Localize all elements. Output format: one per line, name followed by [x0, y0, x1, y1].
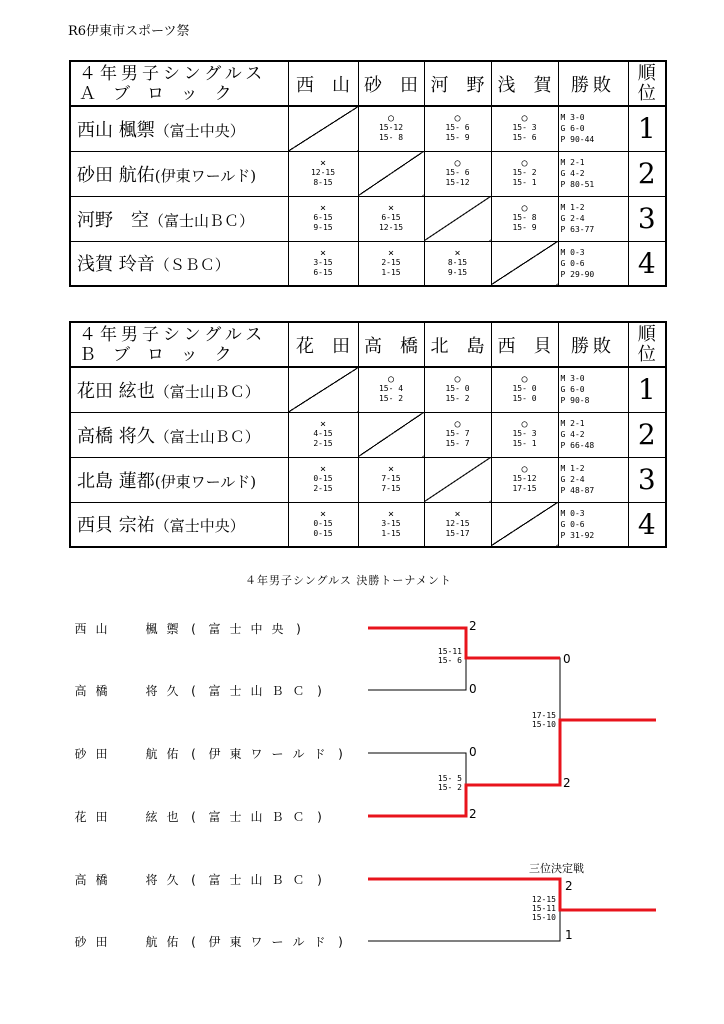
game-score: 15- 0 — [445, 384, 470, 394]
block-b-header-line2: Ｂブロック — [79, 344, 249, 365]
document-title: R6伊東市スポーツ祭 — [68, 24, 190, 39]
player-club: （富士山ＢＣ） — [154, 382, 260, 401]
tournament-title: ４年男子シングルス 決勝トーナメント — [245, 574, 452, 587]
name-char: ) — [338, 935, 343, 949]
semi1-game-2: 15- 6 — [437, 656, 462, 665]
rank-cell: 1 — [628, 106, 666, 151]
game-score: 15- 6 — [445, 168, 470, 177]
game-score: 1-15 — [381, 267, 401, 277]
block-a-opponent-2: 砂 田 — [358, 61, 424, 106]
name-char: 中 — [250, 622, 263, 636]
game-score: 15- 6 — [512, 133, 537, 143]
game-score: 15-17 — [445, 528, 470, 538]
match-result-mark: ○ — [387, 113, 395, 125]
block-a-opponent-4: 浅 賀 — [491, 61, 558, 106]
name-char: 久 — [166, 873, 179, 887]
record-p: P 90-44 — [560, 135, 595, 145]
final-games — [516, 711, 556, 729]
name-char: ワ — [250, 747, 263, 761]
name-char: 央 — [271, 622, 284, 636]
game-score: 15- 3 — [512, 429, 537, 438]
record-m: M 3-0 — [560, 374, 585, 384]
name-char: 田 — [95, 747, 108, 761]
name-char: ( — [191, 684, 196, 698]
record-m: M 1-2 — [560, 464, 585, 473]
name-char: ー — [271, 935, 284, 949]
match-result-mark: ○ — [521, 419, 528, 430]
game-score: 15- 2 — [445, 394, 470, 404]
name-char: 佑 — [166, 935, 179, 949]
player-club: (伊東ワールド) — [154, 166, 257, 185]
player-name: 北島 蓮都 — [77, 470, 155, 492]
name-char: 久 — [166, 684, 179, 698]
match-result-mark: × — [319, 419, 327, 430]
record-p: P 29-90 — [560, 269, 595, 279]
third-game-3: 15-10 — [531, 913, 556, 922]
match-result-mark: × — [319, 464, 327, 475]
name-char: ー — [271, 747, 284, 761]
game-score: 9-15 — [313, 223, 333, 232]
name-char: 田 — [95, 935, 108, 949]
rank-cell: 3 — [628, 457, 666, 502]
game-score: 15- 8 — [378, 133, 404, 143]
match-result-mark: ○ — [454, 158, 461, 169]
name-char: ) — [317, 684, 322, 698]
name-char: 士 — [229, 873, 242, 887]
name-char: 高 — [74, 873, 87, 887]
name-char: 山 — [95, 622, 108, 636]
player-club: （富士山ＢＣ） — [149, 211, 255, 230]
player-club: （富士中央） — [154, 517, 245, 536]
record-g: G 0-6 — [560, 258, 585, 268]
rank-header-1: 順 — [637, 62, 656, 84]
name-char: 富 — [208, 622, 221, 636]
name-char: 絃 — [145, 810, 158, 824]
rank-cell: 4 — [628, 502, 666, 547]
name-char: 東 — [229, 747, 242, 761]
name-char: Ｃ — [292, 873, 305, 887]
game-score: 15- 9 — [512, 223, 537, 232]
name-char: 富 — [208, 873, 221, 887]
name-char: ル — [292, 747, 305, 761]
player-club: (伊東ワールド) — [154, 472, 257, 491]
name-char: 富 — [208, 684, 221, 698]
game-score: 12-15 — [445, 518, 470, 528]
block-a-opponent-3: 河 野 — [424, 61, 491, 106]
third-game-1: 12-15 — [531, 895, 556, 904]
game-score: 15- 8 — [512, 213, 537, 222]
semi2-score-top: 0 — [469, 745, 477, 759]
game-score: 15- 7 — [445, 439, 470, 448]
name-char: 山 — [250, 684, 263, 698]
name-char: Ｂ — [271, 684, 284, 698]
name-char: 伊 — [208, 747, 221, 761]
block-a-opponent-1: 西 山 — [288, 61, 358, 106]
match-result-mark: × — [319, 158, 327, 169]
player-name: 花田 絃也 — [77, 380, 155, 402]
player-club: （富士山ＢＣ） — [154, 427, 260, 446]
third-place-player-1 — [70, 871, 330, 888]
game-score: 15-12 — [378, 123, 404, 133]
game-score: 15- 1 — [512, 439, 537, 448]
rank-cell: 2 — [628, 412, 666, 457]
name-char: 禦 — [166, 622, 179, 636]
record-m: M 2-1 — [560, 419, 585, 428]
game-score: 6-15 — [381, 213, 401, 222]
game-score: 0-15 — [313, 518, 333, 528]
name-char: Ｃ — [292, 810, 305, 824]
name-char: 士 — [229, 810, 242, 824]
game-score: 7-15 — [381, 484, 401, 493]
name-char: 橋 — [95, 873, 108, 887]
record-m: M 3-0 — [560, 113, 585, 123]
record-m: M 1-2 — [560, 203, 585, 212]
block-a-wl-header: 勝敗 — [558, 61, 628, 106]
match-result-mark: × — [319, 508, 327, 520]
name-char: 楓 — [145, 622, 158, 636]
match-result-mark: ○ — [521, 158, 528, 169]
game-score: 15- 2 — [378, 394, 404, 404]
match-result-mark: ○ — [454, 374, 461, 386]
block-b-opponent-2: 高 橋 — [358, 322, 424, 367]
match-result-mark: ○ — [387, 374, 395, 386]
third-score-bottom: 1 — [565, 928, 573, 942]
record-p: P 66-48 — [560, 441, 595, 450]
name-char: ド — [313, 935, 326, 949]
third-place-label: 三位決定戦 — [529, 862, 584, 875]
game-score: 2-15 — [313, 484, 333, 493]
final-score-top: 0 — [563, 652, 571, 666]
block-b-opponent-3: 北 島 — [424, 322, 491, 367]
name-char: 高 — [74, 684, 87, 698]
name-char: ) — [317, 810, 322, 824]
name-char: 山 — [250, 873, 263, 887]
match-result-mark: ○ — [521, 203, 528, 214]
game-score: 4-15 — [313, 429, 333, 438]
player-name: 浅賀 玲音 — [77, 254, 155, 276]
game-score: 0-15 — [313, 474, 333, 483]
bracket-win-3rd-p1 — [368, 879, 656, 910]
player-name: 砂田 航佑 — [77, 164, 155, 186]
rank-cell: 1 — [628, 367, 666, 412]
rank-header-2: 位 — [637, 82, 656, 104]
player-name: 西貝 宗祐 — [77, 515, 155, 537]
name-char: 士 — [229, 622, 242, 636]
semi2-games — [422, 774, 462, 792]
record-g: G 4-2 — [560, 169, 585, 178]
record-m: M 0-3 — [560, 247, 585, 257]
game-score: 1-15 — [381, 528, 401, 538]
block-b-wl-header: 勝敗 — [558, 322, 628, 367]
tournament-player-2 — [70, 682, 330, 699]
name-char: 東 — [229, 935, 242, 949]
game-score: 15- 0 — [512, 394, 537, 404]
match-result-mark: ○ — [521, 464, 528, 475]
name-char: 士 — [229, 684, 242, 698]
name-char: ( — [191, 873, 196, 887]
name-char: 航 — [145, 747, 158, 761]
name-char: Ｂ — [271, 810, 284, 824]
record-m: M 2-1 — [560, 158, 585, 167]
name-char: 西 — [74, 622, 87, 636]
third-game-2: 15-11 — [531, 904, 556, 913]
name-char: 花 — [74, 810, 87, 824]
final-game-1: 17-15 — [531, 711, 556, 720]
name-char: ( — [191, 747, 196, 761]
name-char: 山 — [250, 810, 263, 824]
match-result-mark: ○ — [454, 419, 461, 430]
game-score: 15-12 — [512, 474, 537, 483]
semi1-score-top: 2 — [469, 619, 477, 633]
tournament-player-3 — [70, 745, 351, 762]
record-p: P 48-87 — [560, 486, 595, 495]
game-score: 3-15 — [381, 518, 401, 528]
block-a-header-line1: ４年男子シングルス — [79, 63, 267, 84]
match-result-mark: × — [319, 247, 327, 259]
semi1-score-bottom: 0 — [469, 682, 477, 696]
player-club: （富士中央） — [154, 121, 245, 140]
name-char: 田 — [95, 810, 108, 824]
name-char: 佑 — [166, 747, 179, 761]
record-g: G 0-6 — [560, 519, 585, 529]
rank-cell: 3 — [628, 196, 666, 241]
third-place-player-2 — [70, 933, 351, 950]
name-char: 航 — [145, 935, 158, 949]
game-score: 3-15 — [313, 257, 333, 267]
match-result-mark: ○ — [521, 113, 528, 125]
game-score: 9-15 — [447, 267, 468, 277]
game-score: 17-15 — [512, 484, 537, 493]
game-score: 2-15 — [313, 439, 333, 448]
name-char: 砂 — [74, 935, 87, 949]
record-p: P 80-51 — [560, 180, 595, 189]
record-p: P 31-92 — [560, 530, 595, 540]
record-g: G 4-2 — [560, 430, 585, 439]
semi2-game-1: 15- 5 — [437, 774, 462, 783]
block-b-opponent-1: 花 田 — [288, 322, 358, 367]
match-result-mark: ○ — [454, 113, 461, 125]
match-result-mark: × — [319, 203, 327, 214]
semi2-game-2: 15- 2 — [437, 783, 462, 792]
game-score: 12-15 — [378, 223, 404, 232]
match-result-mark: × — [387, 203, 395, 214]
name-char: ) — [317, 873, 322, 887]
game-score: 15- 9 — [445, 133, 470, 143]
game-score: 7-15 — [381, 474, 401, 483]
tournament-player-1 — [70, 620, 309, 637]
game-score: 15- 6 — [445, 123, 470, 133]
match-result-mark: ○ — [521, 374, 528, 386]
player-club: （ＳＢＣ） — [154, 256, 230, 275]
game-score: 15- 4 — [378, 384, 404, 394]
match-result-mark: × — [454, 508, 461, 520]
semi1-games — [422, 647, 462, 665]
name-char: 砂 — [74, 747, 87, 761]
player-name: 西山 楓禦 — [77, 119, 155, 141]
name-char: ( — [191, 622, 196, 636]
semi1-game-1: 15-11 — [437, 647, 462, 656]
game-score: 8-15 — [447, 257, 468, 267]
game-score: 15-12 — [445, 178, 470, 187]
name-char: 将 — [145, 873, 158, 887]
game-score: 0-15 — [313, 528, 333, 538]
record-p: P 63-77 — [560, 225, 595, 234]
name-char: 富 — [208, 810, 221, 824]
block-b-opponent-4: 西 貝 — [491, 322, 558, 367]
record-g: G 2-4 — [560, 214, 585, 223]
name-char: ( — [191, 810, 196, 824]
name-char: ) — [338, 747, 343, 761]
block-b-header-line1: ４年男子シングルス — [79, 324, 267, 345]
rank-cell: 4 — [628, 241, 666, 286]
game-score: 6-15 — [313, 267, 333, 277]
player-name: 河野 空 — [77, 209, 149, 231]
game-score: 6-15 — [313, 213, 333, 222]
tournament-player-4 — [70, 808, 330, 825]
match-result-mark: × — [387, 464, 395, 475]
name-char: 伊 — [208, 935, 221, 949]
player-name: 高橋 将久 — [77, 425, 155, 447]
name-char: Ｂ — [271, 873, 284, 887]
game-score: 2-15 — [381, 257, 401, 267]
match-result-mark: × — [454, 247, 461, 259]
final-game-2: 15-10 — [531, 720, 556, 729]
name-char: 橋 — [95, 684, 108, 698]
rank-cell: 2 — [628, 151, 666, 196]
third-games — [516, 895, 556, 922]
semi2-score-bottom: 2 — [469, 807, 477, 821]
name-char: ( — [191, 935, 196, 949]
match-result-mark: × — [387, 508, 395, 520]
bracket-win-p1 — [368, 628, 560, 658]
record-g: G 6-0 — [560, 124, 585, 134]
match-result-mark: × — [387, 247, 395, 259]
name-char: ル — [292, 935, 305, 949]
game-score: 12-15 — [310, 168, 336, 177]
bracket-win-p4 — [368, 720, 656, 816]
record-g: G 6-0 — [560, 385, 585, 395]
final-score-bottom: 2 — [563, 776, 571, 790]
block-a-header-line2: Ａブロック — [79, 83, 249, 104]
game-score: 15- 7 — [445, 429, 470, 438]
rank-header-2: 位 — [637, 343, 656, 365]
game-score: 15- 3 — [512, 123, 537, 133]
rank-header-1: 順 — [637, 323, 656, 345]
game-score: 15- 0 — [512, 384, 537, 394]
game-score: 8-15 — [313, 178, 333, 187]
record-m: M 0-3 — [560, 508, 585, 518]
name-char: 将 — [145, 684, 158, 698]
name-char: 也 — [166, 810, 179, 824]
name-char: ワ — [250, 935, 263, 949]
name-char: Ｃ — [292, 684, 305, 698]
third-score-top: 2 — [565, 879, 573, 893]
name-char: ) — [296, 622, 301, 636]
game-score: 15- 1 — [512, 178, 537, 187]
name-char: ド — [313, 747, 326, 761]
record-p: P 90-8 — [560, 396, 590, 406]
game-score: 15- 2 — [512, 168, 537, 177]
record-g: G 2-4 — [560, 475, 585, 484]
